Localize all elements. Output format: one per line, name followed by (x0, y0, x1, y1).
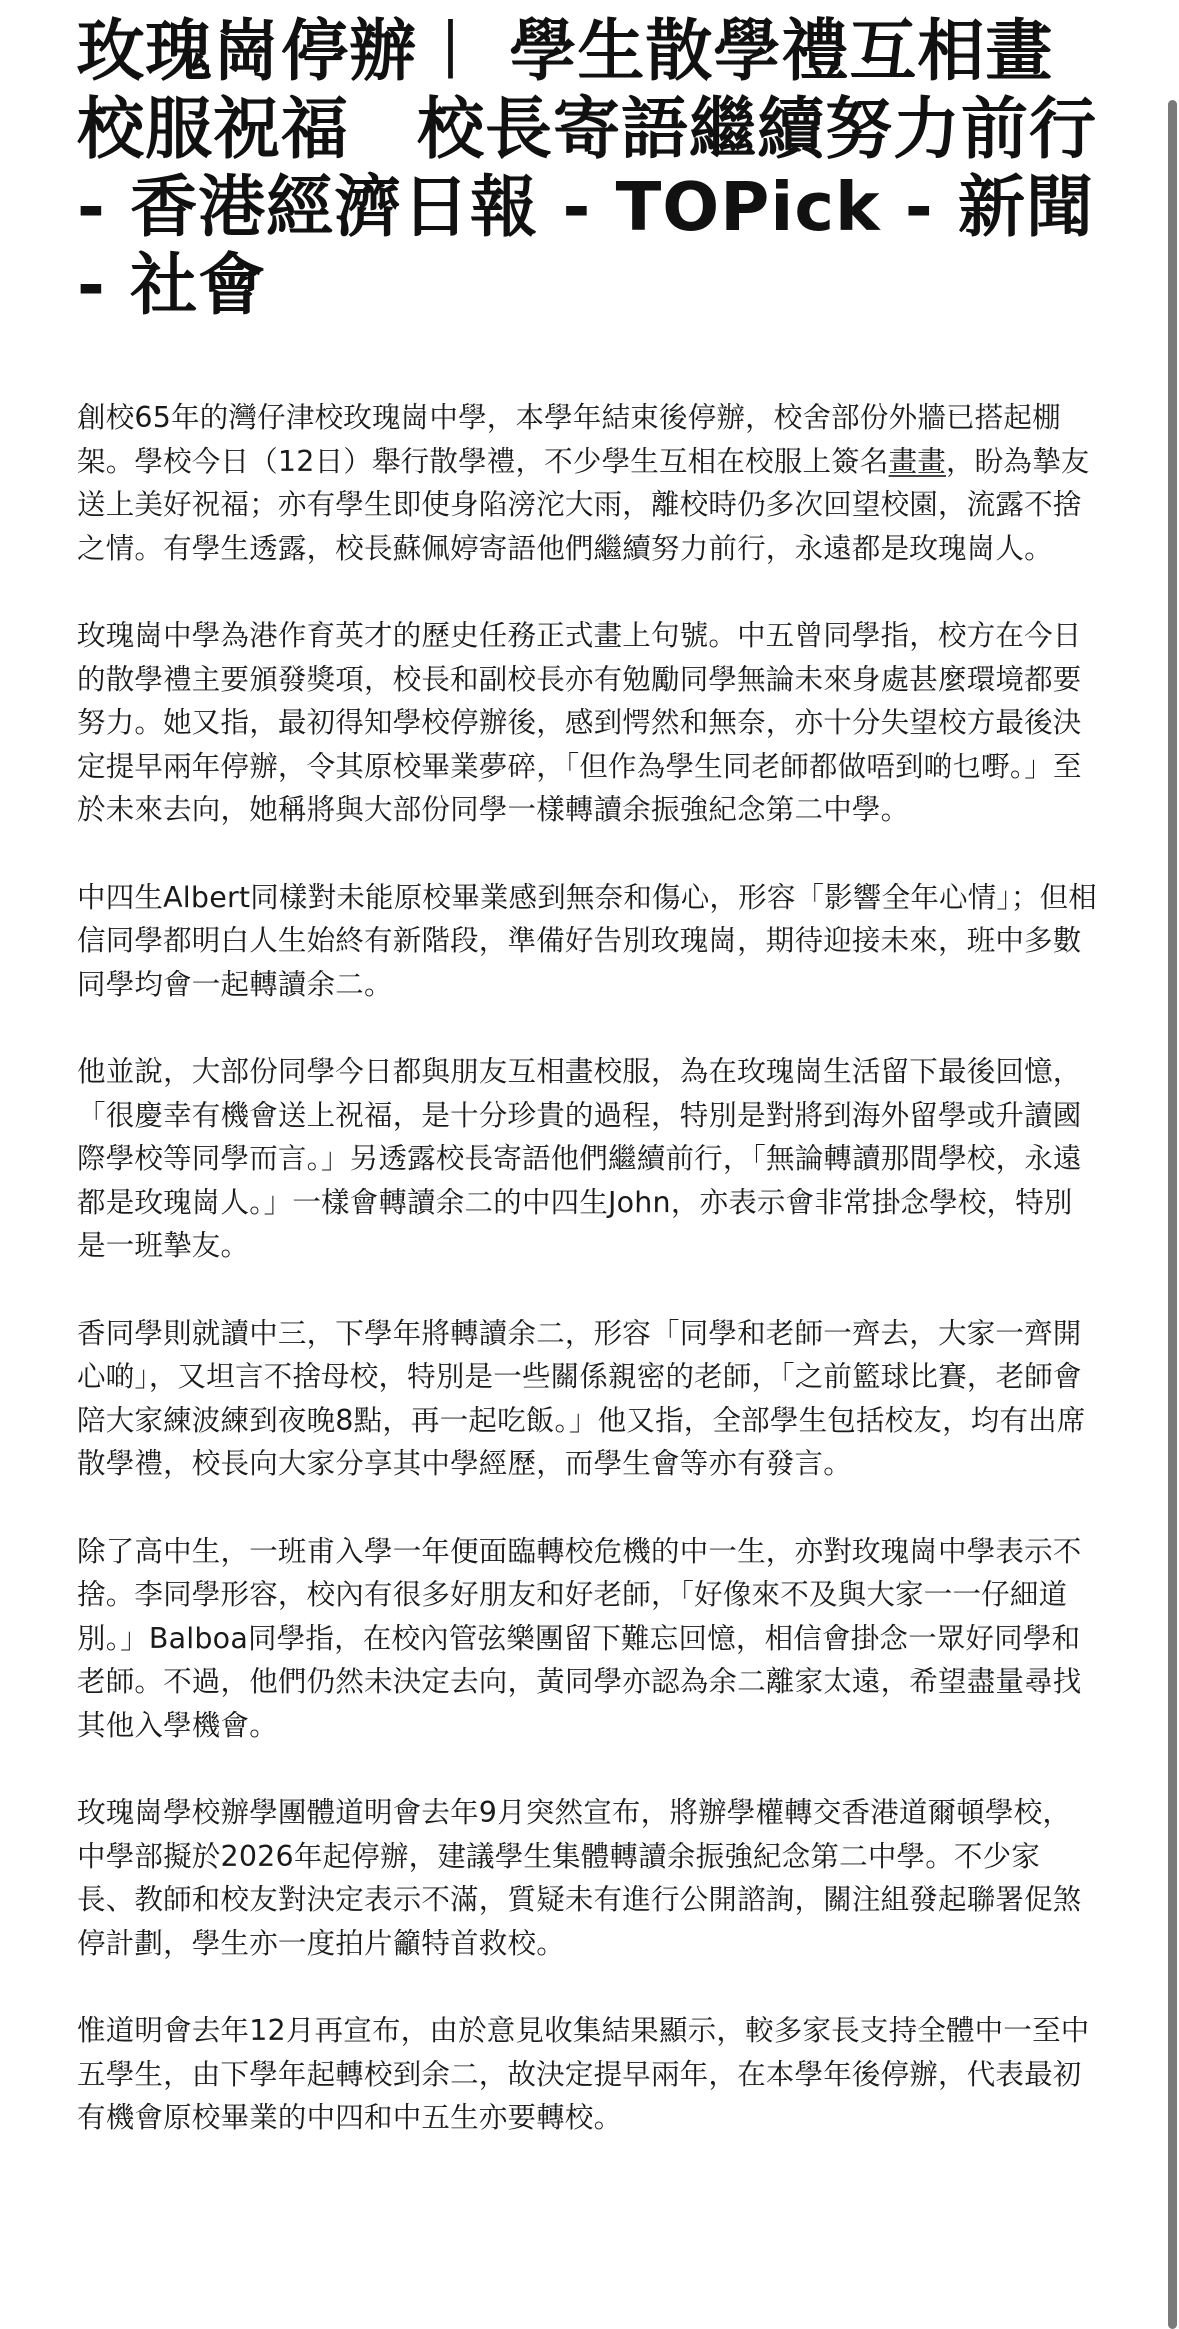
vertical-scrollbar[interactable] (1165, 0, 1179, 2329)
paragraph-1-text-before: 創校65年的灣仔津校玫瑰崗中學，本學年結束後停辦，校舍部份外牆已搭起棚架。學校今日（12日）舉行散學禮，不少學生互相在校服上簽名 (77, 401, 1061, 478)
article-body (77, 396, 1097, 2140)
paragraph-8: 惟道明會去年12月再宣布，由於意見收集結果顯示，較多家長支持全體中一至中五學生，由下學年起轉校到余二，故決定提早兩年，在本學年後停辦，代表最初有機會原校畢業的中四和中五生亦要轉校。 (77, 2014, 1090, 2134)
paragraph-4: 他並說，大部份同學今日都與朋友互相畫校服，為在玫瑰崗生活留下最後回憶，「很慶幸有機會送上祝福，是十分珍貴的過程，特別是對將到海外留學或升讀國際學校等同學而言。」另透露校長寄語他們繼續前行，「無論轉讀那間學校，永遠都是玫瑰崗人。」一樣會轉讀余二的中四生John，亦表示會非常掛念學校，特別是一班摯友。 (77, 1055, 1082, 1262)
paragraph-5: 香同學則就讀中三，下學年將轉讀余二，形容「同學和老師一齊去，大家一齊開心啲」，又坦言不捨母校，特別是一些關係親密的老師，「之前籃球比賽，老師會陪大家練波練到夜晚8點，再一起吃飯。」他又指，全部學生包括校友，均有出席散學禮，校長向大家分享其中學經歷，而學生會等亦有發言。 (77, 1316, 1086, 1480)
article-content (77, 12, 1097, 2184)
article-title: 玫瑰崗停辦︱ 學生散學禮互相畫校服祝福 校長寄語繼續努力前行 - 香港經濟日報 - TOPick - 新聞 - 社會 (77, 12, 1097, 324)
drawing-link[interactable]: 畫畫 (888, 444, 946, 478)
scrollbar-thumb[interactable] (1168, 100, 1177, 2329)
paragraph-2: 玫瑰崗中學為港作育英才的歷史任務正式畫上句號。中五曾同學指，校方在今日的散學禮主要頒發獎項，校長和副校長亦有勉勵同學無論未來身處甚麼環境都要努力。她又指，最初得知學校停辦後，感到愕然和無奈，亦十分失望校方最後決定提早兩年停辦，令其原校畢業夢碎，「但作為學生同老師都做唔到啲乜嘢。」至於未來去向，她稱將與大部份同學一樣轉讀余振強紀念第二中學。 (77, 619, 1082, 826)
paragraph-1-text-after: ，盼為摯友送上美好祝福；亦有學生即使身陷滂沱大雨，離校時仍多次回望校園，流露不捨之情。有學生透露，校長蘇佩婷寄語他們繼續努力前行，永遠都是玫瑰崗人。 (77, 444, 1090, 565)
paragraph-6: 除了高中生，一班甫入學一年便面臨轉校危機的中一生，亦對玫瑰崗中學表示不捨。李同學形容，校內有很多好朋友和好老師，「好像來不及與大家一一仔細道別。」Balboa同學指，在校內管弦樂團留下難忘回憶，相信會掛念一眾好同學和老師。不過，他們仍然未決定去向，黃同學亦認為余二離家太遠，希望盡量尋找其他入學機會。 (77, 1534, 1082, 1742)
paragraph-7: 玫瑰崗學校辦學團體道明會去年9月突然宣布，將辦學權轉交香港道爾頓學校，中學部擬於2026年起停辦，建議學生集體轉讀余振強紀念第二中學。不少家長、教師和校友對決定表示不滿，質疑未有進行公開諮詢，關注組發起聯署促煞停計劃，學生亦一度拍片籲特首救校。 (77, 1796, 1082, 1960)
paragraph-3: 中四生Albert同樣對未能原校畢業感到無奈和傷心，形容「影響全年心情」；但相信同學都明白人生始終有新階段，準備好告別玫瑰崗，期待迎接未來，班中多數同學均會一起轉讀余二。 (77, 880, 1097, 1001)
paragraph-1 (77, 396, 1097, 570)
